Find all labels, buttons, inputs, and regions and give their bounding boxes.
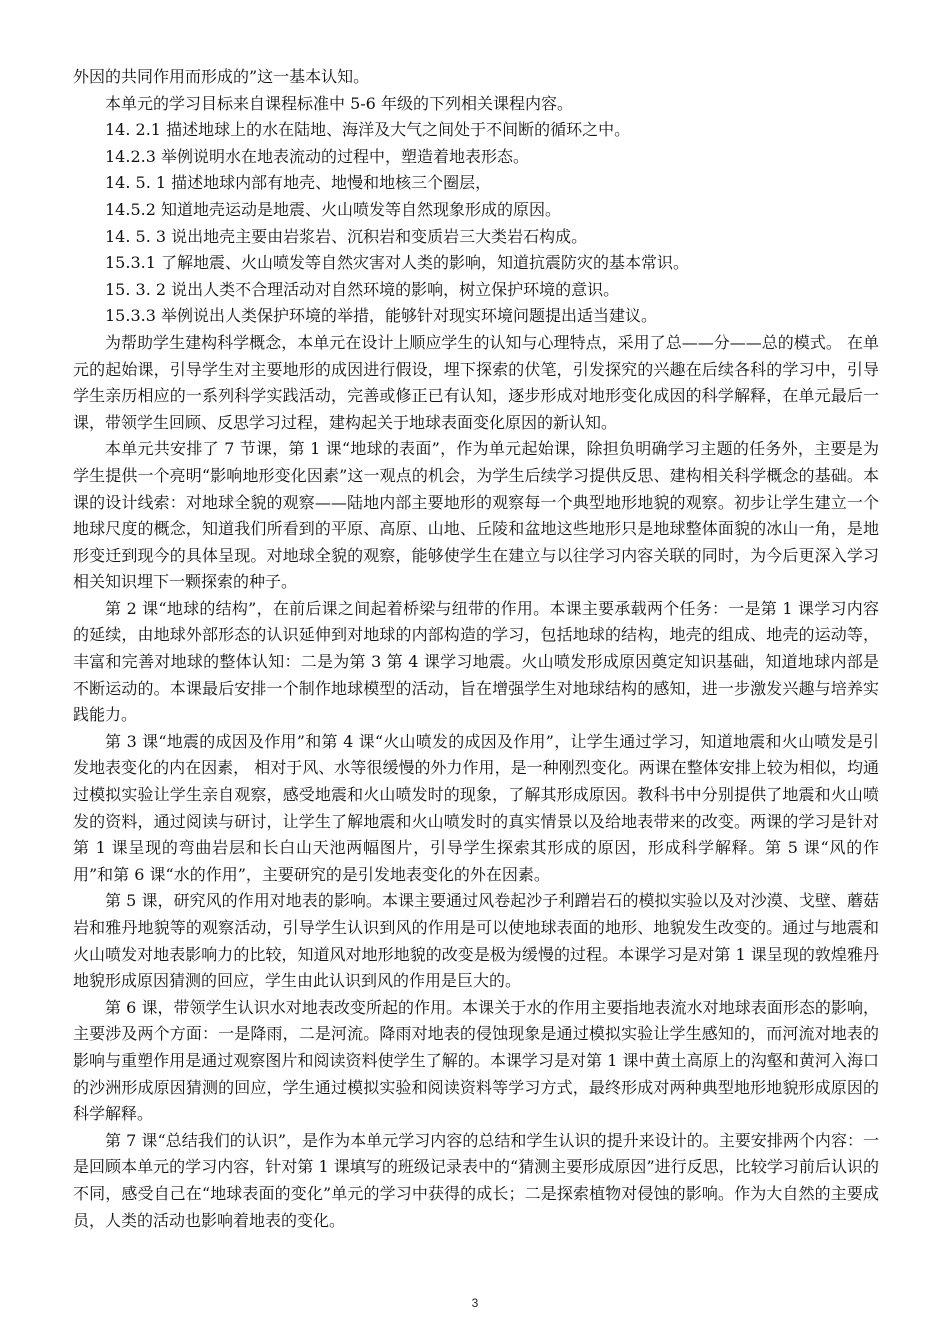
paragraph: 第 3 课“地震的成因及作用”和第 4 课“火山喷发的成因及作用”，让学生通过学习，知道地震和火山喷发是引发地表变化的内在因素， 相对于风、水等很缓慢的外力作用，是一种刚烈变化。两课在整体安排上较为相似，均通过模拟实验让学生亲自观察，感受地震和火山喷发时的现象，了解其形成原因。教科书中分别提供了地震和火山喷发的资料，通过阅读与研讨，让学生了解地震和火山喷发时的真实情景以及给地表带来的改变。两课的学习是针对第 1 课呈现的弯曲岩层和长白山天池两幅图片，引导学生探索其形成的原因，形成科学解释。第 5 课“风的作用”和第 6 课“水的作用”，主要研究的是引发地表变化的外在因素。: [73, 731, 879, 884]
paragraph: 第 7 课“总结我们的认识”，是作为本单元学习内容的总结和学生认识的提升来设计的。主要安排两个内容：一是回顾本单元的学习内容，针对第 1 课填写的班级记录表中的“猜测主要形成原因”进行反思，比较学习前后认识的不同，感受自己在“地球表面的变化”单元的学习中获得的成长；二是探索植物对侵蚀的影响。作为大自然的主要成员，人类的活动也影响着地表的变化。: [73, 1130, 879, 1230]
page-number: 3: [471, 1296, 479, 1310]
paragraph: 第 5 课，研究风的作用对地表的影响。本课主要通过风卷起沙子利蹭岩石的模拟实验以及对沙漠、戈壁、蘑菇岩和雅丹地貌等的观察活动，引导学生认识到风的作用是可以使地球表面的地形、地貌发生改变的。通过与地震和火山喷发对地表影响力的比较，知道风对地形地貌的改变是极为缓慢的过程。本课学习是对第 1 课呈现的敦煌雅丹地貌形成原因猜测的回应，学生由此认识到风的作用是巨大的。: [73, 891, 879, 991]
paragraph: 外因的共同作用而形成的”这一基本认知。: [73, 67, 370, 86]
paragraph: 第 2 课“地球的结构”，在前后课之间起着桥梁与纽带的作用。本课主要承载两个任务：一是第 1 课学习内容的延续，由地球外部形态的认识延伸到对地球的内部构造的学习，包括地球的结构，地壳的组成、地壳的运动等，丰富和完善对地球的整体认知：二是为第 3 第 4 课学习地震。火山喷发形成原因奠定知识基础，知道地球内部是不断运动的。本课最后安排一个制作地球模型的活动，旨在增强学生对地球结构的感知，进一步激发兴趣与培养实践能力。: [73, 598, 879, 725]
paragraph: 14. 2.1 描述地球上的水在陆地、海洋及大气之间处于不间断的循环之中。: [105, 120, 631, 140]
paragraph: 第 6 课，带领学生认识水对地表改变所起的作用。本课关于水的作用主要指地表流水对地球表面形态的影响，主要涉及两个方面：一是降雨，二是河流。降雨对地表的侵蚀现象是通过模拟实验让学生感知的，而河流对地表的影响与重塑作用是通过观察图片和阅读资料使学生了解的。本课学习是对第 1 课中黄土高原上的沟壑和黄河入海口的沙洲形成原因猜测的回应，学生通过模拟实验和阅读资料等学习方式，最终形成对两种典型地形地貌形成原因的科学解释。: [73, 997, 879, 1124]
paragraph: 15.3.1 了解地震、火山喷发等自然灾害对人类的影响，知道抗震防灾的基本常识。: [105, 253, 689, 273]
paragraph: 14.5.2 知道地壳运动是地震、火山喷发等自然现象形成的原因。: [105, 199, 561, 219]
paragraph: 本单元的学习目标来自课程标准中 5-6 年级的下列相关课程内容。: [105, 93, 573, 113]
paragraph: 本单元共安排了 7 节课，第 1 课“地球的表面”，作为单元起始课，除担负明确学习主题的任务外，主要是为学生提供一个亮明“影响地形变化因素”这一观点的机会，为学生后续学习提供反思、建构相关科学概念的基础。本课的设计线索：对地球全貌的观察——陆地内部主要地形的观察每一个典型地形地貌的观察。初步让学生建立一个地球尺度的概念，知道我们所看到的平原、高原、山地、丘陵和盆地这些地形只是地球整体面貌的冰山一角，是地形变迁到现今的具体呈现。对地球全貌的观察，能够使学生在建立与以往学习内容关联的同时，为今后更深入学习相关知识埋下一颗探索的种子。: [73, 439, 879, 592]
paragraph: 14.2.3 举例说明水在地表流动的过程中，塑造着地表形态。: [105, 146, 529, 166]
paragraph: 14. 5. 3 说出地壳主要由岩浆岩、沉积岩和变质岩三大类岩石构成。: [105, 226, 588, 246]
document-body: [73, 64, 879, 1234]
paragraph: 15. 3. 2 说出人类不合理活动对自然环境的影响，树立保护环境的意识。: [105, 279, 620, 299]
paragraph: 14. 5. 1 描述地球内部有地壳、地慢和地核三个圈层，: [105, 173, 492, 193]
paragraph: 为帮助学生建构科学概念，本单元在设计上顺应学生的认知与心理特点，采用了总——分——总的模式。 在单元的起始课，引导学生对主要地形的成因进行假设，埋下探索的伏笔，引发探究的兴趣在后续各科的学习中，引导学生亲历相应的一系列科学实践活动，完善或修正已有认知，逐步形成对地形变化成因的科学解释，在单元最后一课，带领学生回顾、反思学习过程，建构起关于地球表面变化原因的新认知。: [73, 332, 879, 432]
paragraph: 15.3.3 举例说出人类保护环境的举措，能够针对现实环境问题提出适当建议。: [105, 306, 657, 326]
